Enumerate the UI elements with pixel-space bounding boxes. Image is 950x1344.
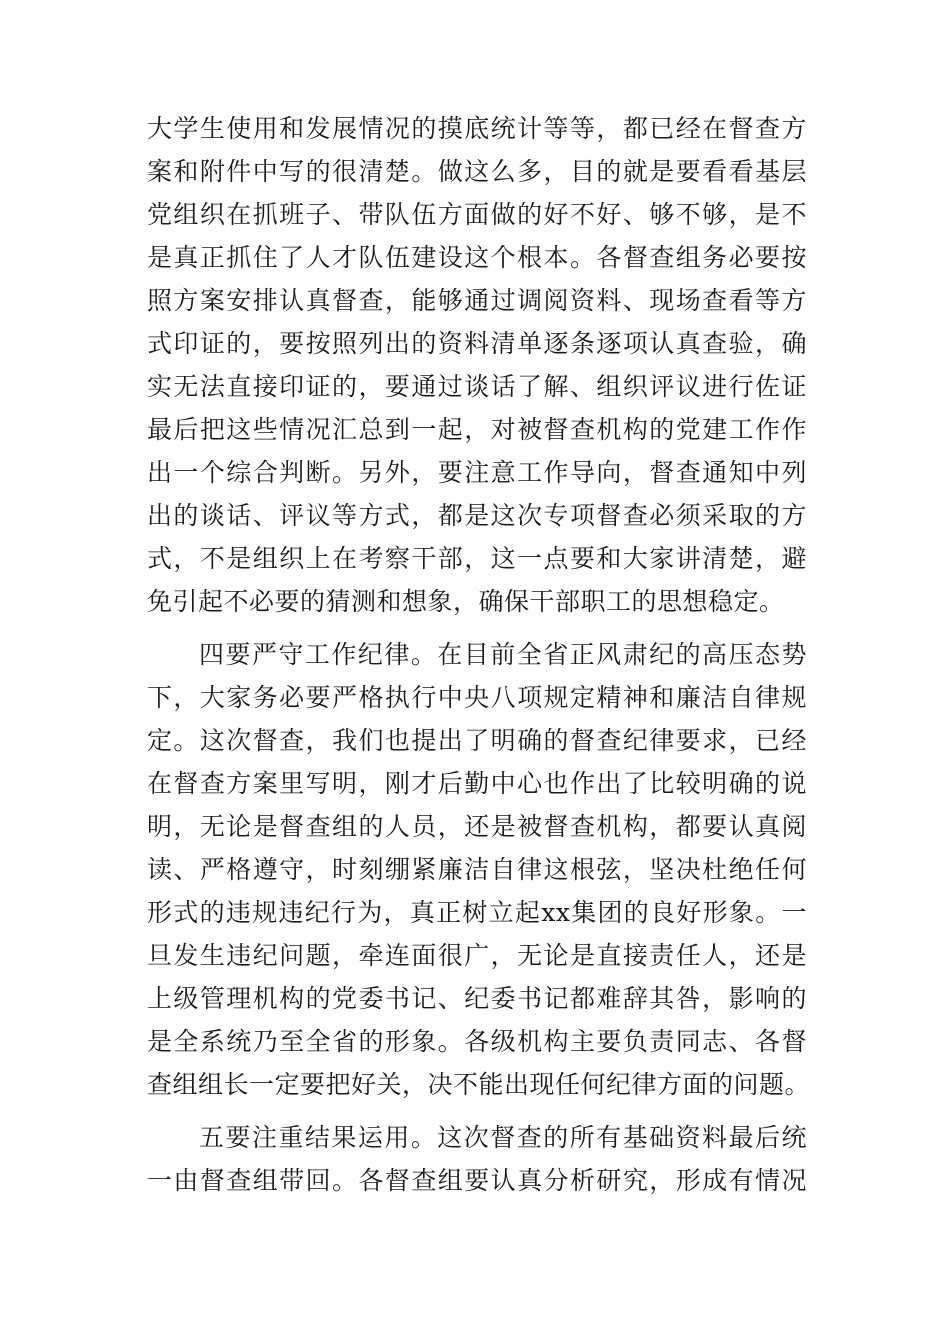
text-line: 下，大家务必要严格执行中央八项规定精神和廉洁自律规	[147, 683, 807, 712]
text-line: 一由督查组带回。各督查组要认真分析研究，形成有情况	[147, 1166, 807, 1195]
text-line: 读、严格遵守，时刻绷紧廉洁自律这根弦，坚决杜绝任何	[147, 855, 807, 884]
text-line: 实无法直接印证的，要通过谈话了解、组织评议进行佐证	[147, 372, 807, 401]
text-line: 明，无论是督查组的人员，还是被督查机构，都要认真阅	[147, 812, 807, 841]
text-line: 大学生使用和发展情况的摸底统计等等，都已经在督查方	[147, 114, 807, 143]
text-line: 照方案安排认真督查，能够通过调阅资料、现场查看等方	[147, 286, 807, 315]
text-line: 定。这次督查，我们也提出了明确的督查纪律要求，已经	[147, 726, 807, 755]
text-line: 四要严守工作纪律。在目前全省正风肃纪的高压态势	[199, 640, 807, 669]
text-line: 式印证的，要按照列出的资料清单逐条逐项认真查验，确	[147, 329, 807, 358]
text-line: 在督查方案里写明，刚才后勤中心也作出了比较明确的说	[147, 769, 807, 798]
text-line: 式，不是组织上在考察干部，这一点要和大家讲清楚，避	[147, 544, 807, 573]
text-line: 形式的违规违纪行为，真正树立起xx集团的良好形象。一	[147, 898, 807, 927]
text-line: 上级管理机构的党委书记、纪委书记都难辞其咎，影响的	[147, 984, 807, 1013]
text-line: 查组组长一定要把好关，决不能出现任何纪律方面的问题。	[147, 1070, 811, 1099]
document-body	[147, 107, 811, 1207]
text-line: 案和附件中写的很清楚。做这么多，目的就是要看看基层	[147, 157, 807, 186]
text-line: 是真正抓住了人才队伍建设这个根本。各督查组务必要按	[147, 243, 807, 272]
text-line: 出一个综合判断。另外，要注意工作导向，督查通知中列	[147, 458, 807, 487]
text-line: 五要注重结果运用。这次督查的所有基础资料最后统	[199, 1123, 807, 1152]
text-line: 出的谈话、评议等方式，都是这次专项督查必须采取的方	[147, 501, 807, 530]
text-line: 党组织在抓班子、带队伍方面做的好不好、够不够，是不	[147, 200, 807, 229]
text-line: 最后把这些情况汇总到一起，对被督查机构的党建工作作	[147, 415, 807, 444]
text-line: 免引起不必要的猜测和想象，确保干部职工的思想稳定。	[147, 587, 785, 616]
text-line: 旦发生违纪问题，牵连面很广，无论是直接责任人，还是	[147, 941, 807, 970]
text-line: 是全系统乃至全省的形象。各级机构主要负责同志、各督	[147, 1027, 807, 1056]
